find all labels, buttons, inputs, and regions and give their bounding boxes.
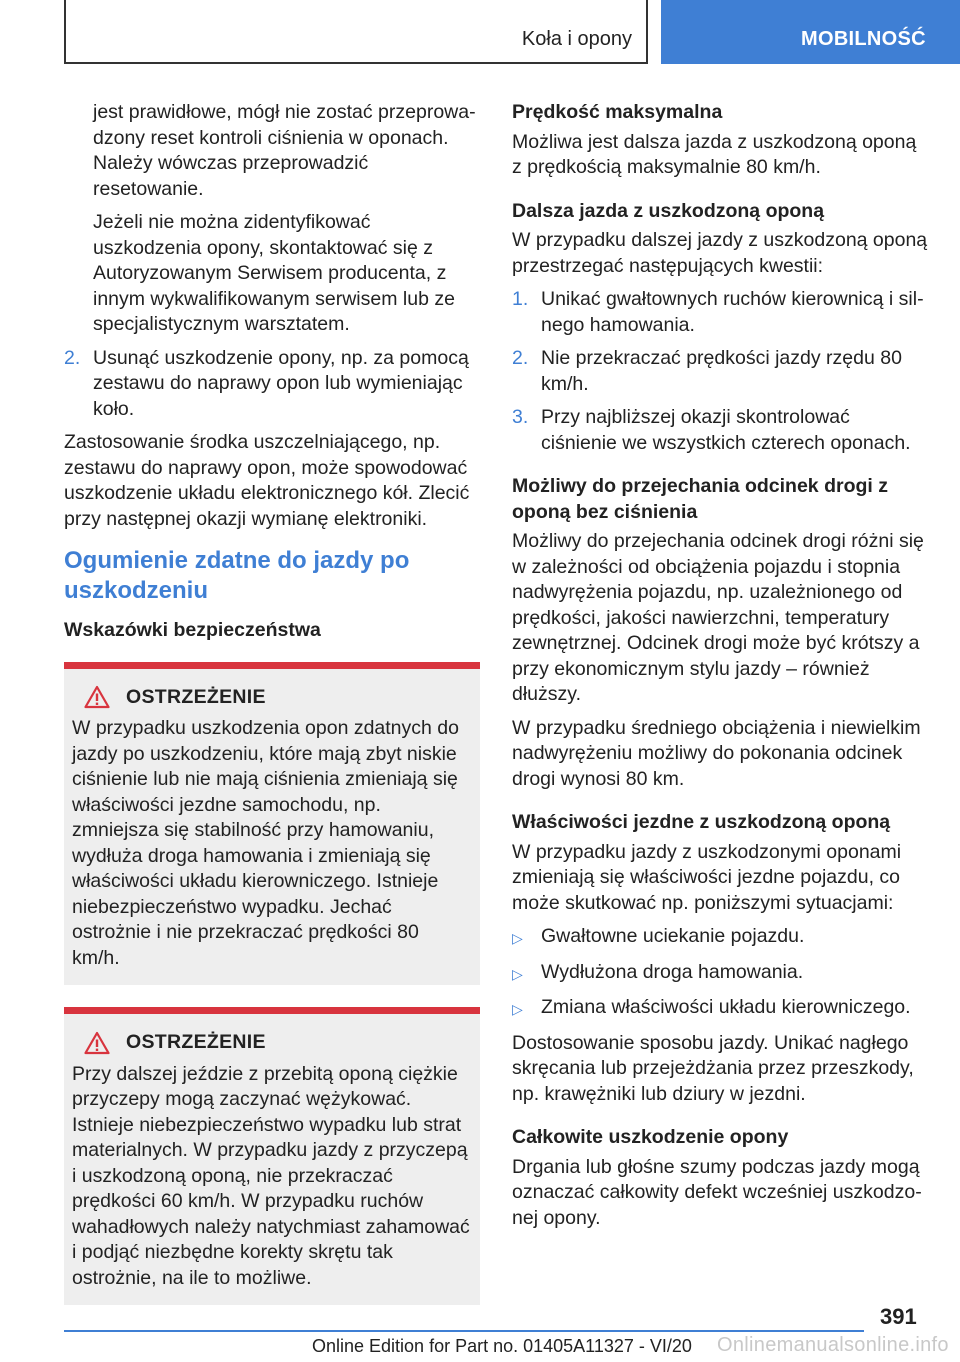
paragraph-range-2: W przypadku średniego obciążenia i niewielkim nadwyrężeniu możliwy do pokonania odcinek drogi wynosi 80 km.	[512, 716, 921, 790]
step-text: Przy najbliższej okazji skontrolować ciśnienie we wszystkich czterech oponach.	[541, 406, 911, 454]
section-heading: Ogumienie zdatne do jazdy po uszkodzeniu	[64, 547, 410, 604]
paragraph-max-speed: Możliwa jest dalsza jazda z uszkodzoną oponą z prędkością maksymalnie 80 km/h.	[512, 130, 917, 178]
step-text: Usunąć uszkodzenie opony, np. za pomocą zestawu do naprawy opon lub wymieniając koło.	[93, 346, 469, 420]
warning-header	[84, 685, 470, 711]
list-item-text: Wydłużona droga hamowania.	[541, 960, 804, 983]
warning-title: OSTRZEŻENIE	[126, 685, 266, 708]
header-section-box	[64, 0, 648, 64]
header-section-title: Koła i opony	[521, 28, 632, 50]
step-text: Unikać gwałtownych ruchów kierownicą i silnego hamowania.	[541, 288, 924, 336]
right-column	[512, 100, 928, 1239]
step-text: Nie przekraczać prędkości jazdy rzędu 80 km/h.	[541, 347, 902, 395]
paragraph-driving-properties: W przypadku jazdy z uszkodzonymi oponami zmieniają się właściwości jezdne pojazdu, co może skutkować np. poniższymi sytuacjami:	[512, 840, 902, 914]
left-column	[64, 100, 480, 1317]
step-number: 2.	[64, 346, 81, 369]
subheading-max-speed: Prędkość maksymalna	[512, 101, 723, 123]
list-item	[512, 995, 928, 1023]
step-number: 2.	[512, 347, 529, 369]
step-number: 1.	[512, 288, 529, 310]
paragraph-continued: jest prawidłowe, mógł nie zostać przeprowadzony reset kontroli ciśnienia w oponach. Należy wówczas przeprowadzić resetowanie.	[93, 101, 476, 200]
warning-title: OSTRZEŻENIE	[126, 1031, 266, 1053]
paragraph-sealant: Zastosowanie środka uszczelniającego, np. zestawu do naprawy opon, może spowodować uszkodzenie układu elektronicznego kół. Zlecić przy następnej okazji wymianę elektroniki.	[64, 431, 470, 530]
step-item	[512, 287, 928, 338]
paragraph-further-driving: W przypadku dalszej jazdy z uszkodzoną oponą przestrzegać następujących kwestii:	[512, 229, 928, 277]
bullet-triangle-icon: ▷	[512, 965, 523, 982]
subheading-safety: Wskazówki bezpieczeństwa	[64, 619, 321, 641]
watermark: Onlinemanualsonline.info	[717, 1334, 949, 1356]
list-item-text: Gwałtowne uciekanie pojazdu.	[541, 925, 805, 947]
list-item-text: Zmiana właściwości układu kierowniczego.	[541, 996, 911, 1018]
bullet-triangle-icon: ▷	[512, 930, 523, 946]
paragraph-range-1: Możliwy do przejechania odcinek drogi różni się w zależności od obciążenia pojazdu i stopnia nadwyrężenia pojazdu, np. uzależnionego od prędkości, jakości nawierzchni, temperatury zewnętrznej. Odcinek drogi może być krótszy a przy ekonomicznym stylu jazdy – również dłuższy.	[512, 530, 924, 705]
warning-triangle-icon	[84, 1031, 110, 1055]
page-number: 391	[880, 1304, 917, 1329]
warning-box	[64, 662, 480, 986]
list-item	[512, 960, 928, 988]
subheading-further-driving: Dalsza jazda z uszkodzoną oponą	[512, 199, 825, 222]
warning-text: Przy dalszej jeździe z przebitą oponą ciężkie przyczepy mogą zaczynać wężykować. Istnieje niebezpieczeństwo wypadku lub strat materialnych. W przypadku jazdy z przyczepą i uszkodzoną oponą, nie przekraczać prędkości 60 km/h. W przypadku ruchów wahadłowych należy natychmiast zahamować i podjąć niezbędne korekty skrętu tak ostrożnie, na ile to możliwe.	[72, 1062, 470, 1289]
warning-triangle-icon	[84, 685, 110, 709]
step-item	[64, 346, 480, 423]
bullet-triangle-icon: ▷	[512, 1001, 523, 1017]
step-item	[512, 405, 928, 456]
paragraph-adjust-driving: Dostosowanie sposobu jazdy. Unikać nagłego skręcania lub przejeżdżania przez przeszkody, np. krawężniki lub dziury w jezdni.	[512, 1031, 914, 1105]
step-item	[512, 346, 928, 397]
warning-header	[84, 1030, 470, 1056]
warning-box	[64, 1007, 480, 1305]
warning-text: W przypadku uszkodzenia opon zdatnych do jazdy po uszkodzeniu, które mają zbyt niskie ciśnienie lub nie mają ciśnienia zmieniają się właściwości jezdne samochodu, np. zmniejsza się stabilność przy hamowaniu, wydłuża droga hamowania i zmieniają się właściwości układu kierowniczego. Istnieje niebezpieczeństwo wypadku. Jechać ostrożnie i nie przekraczać prędkości 80 km/h.	[72, 717, 459, 969]
step-number: 3.	[512, 406, 529, 428]
footer-divider	[64, 1330, 864, 1332]
header-chapter-box	[661, 0, 960, 64]
list-item	[512, 924, 928, 952]
footer-edition: Online Edition for Part no. 01405A11327 - VI/20	[312, 1336, 692, 1356]
paragraph-total-damage: Drgania lub głośne szumy podczas jazdy mogą oznaczać całkowity defekt wcześniej uszkodzonej opony.	[512, 1155, 922, 1229]
subheading-driving-properties: Właściwości jezdne z uszkodzoną oponą	[512, 811, 891, 833]
header-chapter-title: MOBILNOŚĆ	[801, 28, 926, 50]
paragraph-contact-service: Jeżeli nie można zidentyfikować uszkodzenia opony, skontaktować się z Autoryzowanym Serwisem producenta, z innym wykwalifikowanym serwisem lub ze specjalistycznym warsztatem.	[93, 211, 455, 335]
subheading-total-damage: Całkowite uszkodzenie opony	[512, 1126, 789, 1148]
subheading-range: Możliwy do przejechania odcinek drogi z oponą bez ciśnienia	[512, 475, 888, 523]
